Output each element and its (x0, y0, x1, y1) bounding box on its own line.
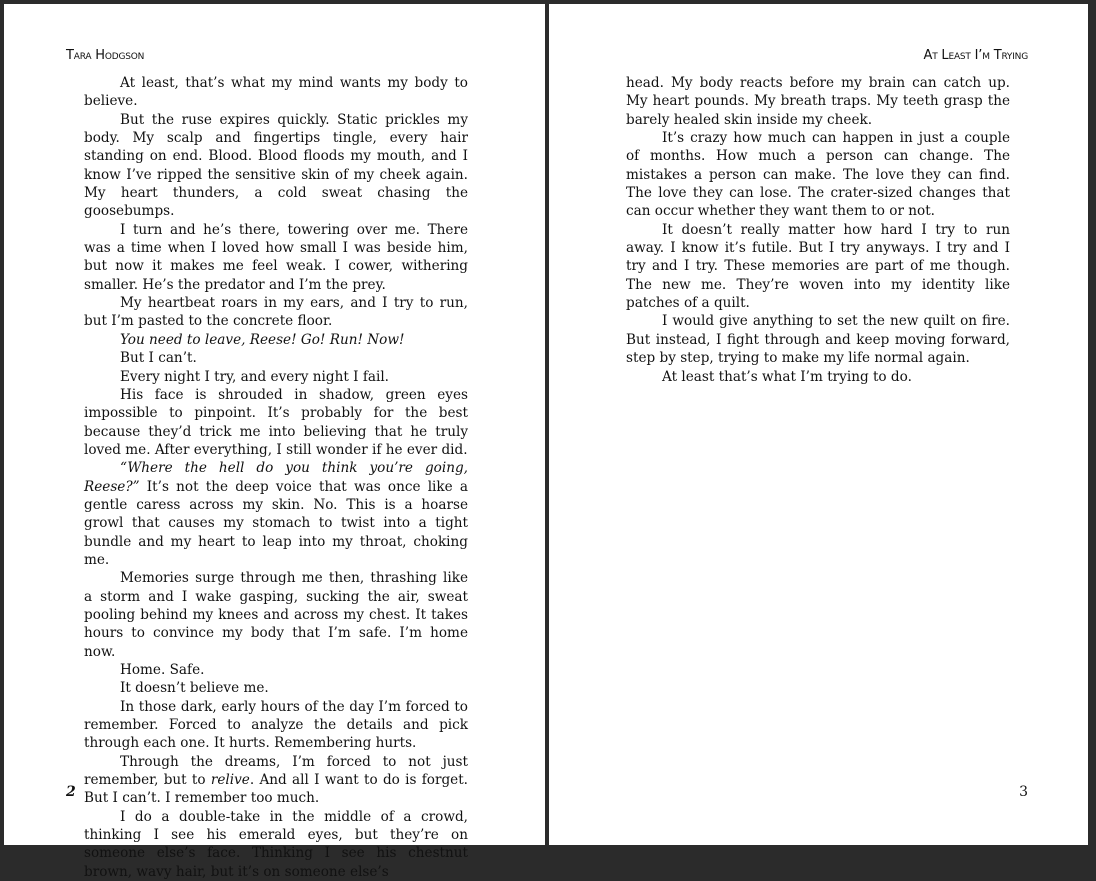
paragraph: My heartbeat roars in my ears, and I try to run, but I’m pasted to the concrete floor. (84, 295, 468, 330)
paragraph: But I can’t. (120, 350, 197, 367)
italic-dialogue: “Where the hell do you think you’re going, Reese?” (84, 460, 468, 495)
paragraph: It doesn’t really matter how hard I try to run away. I know it’s futile. But I try anyways. I try and I try and I try. These memories are part of me though. The new me. They’re woven into my identity like patches of a quilt. (626, 221, 1010, 312)
paragraph: I do a double-take in the middle of a crowd, thinking I see his emerald eyes, but they’re on someone else’s face. Thinking I see his chestnut brown, wavy hair, but it’s on someone else’s (84, 808, 468, 880)
left-body-text (84, 74, 468, 881)
paragraph: It’s crazy how much can happen in just a couple of months. How much a person can change. The mistakes a person can make. The love they can find. The love they can lose. The crater-sized changes that can occur whether they want them to or not. (626, 130, 1010, 220)
right-body-text (626, 74, 1010, 386)
paragraph: Every night I try, and every night I fail. (120, 368, 389, 385)
paragraph: I would give anything to set the new quilt on fire. But instead, I fight through and keep moving forward, step by step, trying to make my life normal again. (626, 313, 1010, 367)
paragraph-continuation: It’s not the deep voice that was once like a gentle caress across my skin. No. This is a hoarse growl that causes my stomach to twist into a tight bundle and my heart to leap into my throat, choking me. (84, 478, 468, 568)
paragraph: Memories surge through me then, thrashing like a storm and I wake gasping, sucking the air, sweat pooling behind my knees and across my chest. It takes hours to convince my body that I’m safe. I’m home now. (84, 570, 468, 660)
paragraph-italic (84, 331, 468, 349)
italic-thought: You need to leave, Reese! Go! Run! Now! (120, 331, 405, 348)
paragraph: Home. Safe. (120, 662, 205, 678)
paragraph-continued: head. My body reacts before my brain can catch up. My heart pounds. My breath traps. My teeth grasp the barely healed skin inside my cheek. (626, 75, 1010, 128)
paragraph: His face is shrouded in shadow, green eyes impossible to pinpoint. It’s probably for the best because they’d trick me into believing that he truly loved me. After everything, I still wonder if he ever did. (84, 386, 468, 458)
left-running-header: Tara Hodgson (66, 48, 145, 63)
paragraph: At least that’s what I’m trying to do. (662, 368, 912, 385)
right-page-number: 3 (1019, 784, 1028, 800)
paragraph: At least, that’s what my mind wants my body to believe. (84, 75, 468, 110)
paragraph: I turn and he’s there, towering over me. There was a time when I loved how small I was beside him, but now it makes me feel weak. I cower, withering smaller. He’s the predator and I’m the prey. (84, 221, 468, 293)
right-running-header: At Least I’m Trying (923, 48, 1028, 63)
paragraph: It doesn’t believe me. (120, 680, 269, 697)
paragraph (84, 459, 468, 569)
left-page (4, 4, 545, 880)
paragraph (84, 753, 468, 808)
paragraph: In those dark, early hours of the day I’m forced to remember. Forced to analyze the details and pick through each one. It hurts. Remembering hurts. (84, 698, 468, 752)
paragraph-end: . And all I want to do is forget. But I can’t. I remember too much. (84, 772, 468, 807)
paragraph-start: Through the dreams, I’m forced to not just remember, but to (84, 753, 468, 789)
italic-word: relive (210, 772, 250, 789)
left-page-number: 2 (66, 784, 76, 800)
right-page (549, 4, 1088, 845)
paragraph: But the ruse expires quickly. Static prickles my body. My scalp and fingertips tingle, every hair standing on end. Blood. Blood floods my mouth, and I know I’ve ripped the sensitive skin of my cheek again. My heart thunders, a cold sweat chasing the goosebumps. (84, 111, 468, 220)
